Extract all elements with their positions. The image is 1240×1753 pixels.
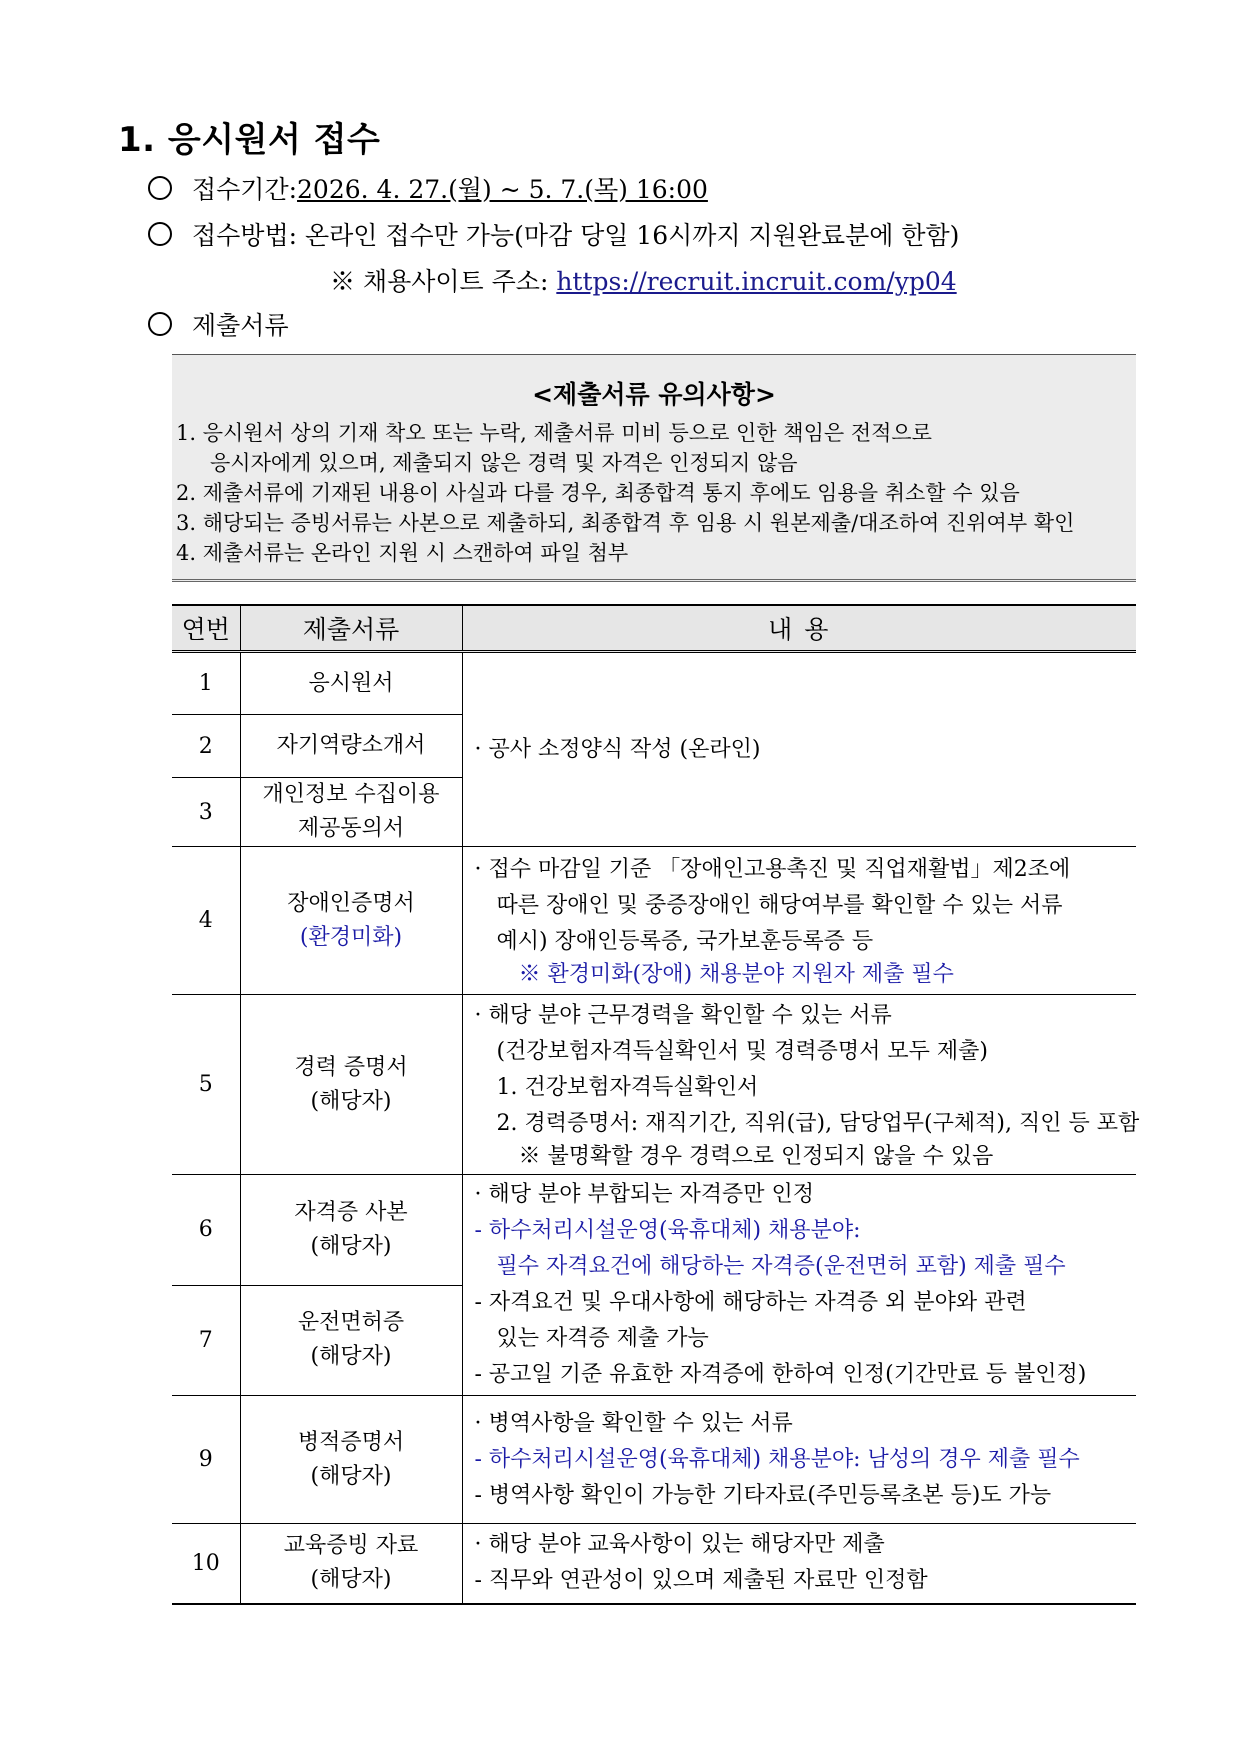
row-doc: [240, 1175, 462, 1286]
notice-item: 2. 제출서류에 기재된 내용이 사실과 다를 경우, 최종합격 통지 후에도 임용을 취소할 수 있음: [176, 481, 1020, 505]
recruit-site-link[interactable]: https://recruit.incruit.com/yp04: [556, 267, 957, 296]
content-line: · 병역사항을 확인할 수 있는 서류: [474, 1410, 793, 1436]
content-line: · 해당 분야 근무경력을 확인할 수 있는 서류: [474, 1002, 892, 1028]
doc-line: 개인정보 수집이용: [262, 782, 440, 807]
docs-title: 제출서류: [192, 311, 289, 340]
notice-box: [172, 354, 1136, 582]
doc-line: 장애인증명서: [287, 890, 415, 916]
content-line: 예시) 장애인등록증, 국가보훈등록증 등: [496, 928, 874, 954]
table-row: [172, 995, 1136, 1175]
content-line: - 병역사항 확인이 가능한 기타자료(주민등록초본 등)도 가능: [474, 1482, 1052, 1508]
doc-line: 제공동의서: [297, 816, 405, 841]
table-row: [172, 1524, 1136, 1604]
content-line: 2. 경력증명서: 재직기간, 직위(급), 담당업무(구체적), 직인 등 포함: [496, 1110, 1140, 1136]
row-doc: [240, 778, 462, 847]
row-no: 1: [172, 652, 240, 715]
doc-line: 자기역량소개서: [276, 733, 426, 758]
row-no: 9: [172, 1396, 240, 1524]
content-line: 따른 장애인 및 중증장애인 해당여부를 확인할 수 있는 서류: [496, 892, 1063, 918]
docs-line: [148, 306, 289, 342]
row-content: [462, 652, 1136, 847]
doc-line: 운전면허증: [297, 1310, 405, 1336]
circle-bullet-icon: [148, 176, 172, 200]
doc-line: 응시원서: [308, 670, 394, 696]
content-line: 있는 자격증 제출 가능: [496, 1326, 709, 1351]
row-no: 5: [172, 995, 240, 1175]
row-doc: [240, 1524, 462, 1604]
doc-line: 병적증명서: [297, 1429, 405, 1455]
row-doc: [240, 715, 462, 778]
row-doc: [240, 1285, 462, 1396]
period-value: 2026. 4. 27.(월) ~ 5. 7.(목) 16:00: [297, 175, 708, 204]
content-line: · 공사 소정양식 작성 (온라인): [474, 736, 761, 762]
method-text: 접수방법: 온라인 접수만 가능(마감 당일 16시까지 지원완료분에 한함): [192, 221, 960, 250]
row-no: 7: [172, 1285, 240, 1396]
table-row: [172, 652, 1136, 715]
doc-line: (해당자): [310, 1088, 392, 1114]
row-doc: [240, 995, 462, 1175]
content-line-blue: ※ 환경미화(장애) 채용분야 지원자 제출 필수: [518, 961, 954, 987]
site-line: [330, 262, 957, 298]
doc-line: (해당자): [310, 1233, 392, 1259]
notice-title: <제출서류 유의사항>: [532, 380, 776, 409]
table-row: [172, 1396, 1136, 1524]
content-line: 1. 건강보험자격득실확인서: [496, 1074, 759, 1100]
period-label: 접수기간:: [192, 175, 298, 204]
content-line: · 해당 분야 교육사항이 있는 해당자만 제출: [474, 1532, 885, 1558]
content-line: ※ 불명확할 경우 경력으로 인정되지 않을 수 있음: [518, 1143, 994, 1169]
header-content: 내 용: [462, 605, 1136, 652]
table-row: [172, 1175, 1136, 1286]
notice-item: 1. 응시원서 상의 기재 착오 또는 누락, 제출서류 미비 등으로 인한 책임은 전적으로: [176, 421, 932, 445]
site-label: ※ 채용사이트 주소:: [330, 267, 557, 296]
row-doc: [240, 847, 462, 995]
notice-item: 3. 해당되는 증빙서류는 사본으로 제출하되, 최종합격 후 임용 시 원본제출/대조하여 진위여부 확인: [176, 511, 1075, 535]
row-doc: [240, 652, 462, 715]
doc-line: (해당자): [310, 1567, 392, 1593]
row-no: 10: [172, 1524, 240, 1604]
row-no: 4: [172, 847, 240, 995]
row-no: 3: [172, 778, 240, 847]
doc-line: 경력 증명서: [294, 1054, 408, 1080]
content-line: · 해당 분야 부합되는 자격증만 인정: [474, 1182, 814, 1207]
doc-line-blue: (환경미화): [299, 924, 403, 950]
section-heading: 1. 응시원서 접수: [118, 120, 381, 160]
row-content: [462, 1396, 1136, 1524]
content-line-blue: - 하수처리시설운영(육휴대체) 채용분야:: [474, 1218, 861, 1243]
doc-line: 교육증빙 자료: [283, 1533, 419, 1559]
row-no: 6: [172, 1175, 240, 1286]
content-line-blue: 필수 자격요건에 해당하는 자격증(운전면허 포함) 제출 필수: [496, 1254, 1066, 1279]
content-line: - 직무와 연관성이 있으며 제출된 자료만 인정함: [474, 1568, 928, 1594]
doc-line: 자격증 사본: [294, 1199, 408, 1225]
content-line: · 접수 마감일 기준 「장애인고용촉진 및 직업재활법」제2조에: [474, 856, 1071, 882]
doc-line: (해당자): [310, 1463, 392, 1489]
table-row: [172, 847, 1136, 995]
row-content: [462, 1175, 1136, 1396]
content-line-blue: - 하수처리시설운영(육휴대체) 채용분야: 남성의 경우 제출 필수: [474, 1446, 1080, 1472]
documents-table: [172, 604, 1140, 1605]
row-content: [462, 847, 1136, 995]
period-line: [148, 170, 708, 206]
circle-bullet-icon: [148, 222, 172, 246]
row-doc: [240, 1396, 462, 1524]
content-line: - 공고일 기준 유효한 자격증에 한하여 인정(기간만료 등 불인정): [474, 1362, 1087, 1387]
content-line: (건강보험자격득실확인서 및 경력증명서 모두 제출): [496, 1038, 988, 1064]
notice-item: 4. 제출서류는 온라인 지원 시 스캔하여 파일 첨부: [176, 541, 629, 565]
table-header-row: [172, 605, 1136, 652]
circle-bullet-icon: [148, 312, 172, 336]
method-line: [148, 216, 959, 252]
row-no: 2: [172, 715, 240, 778]
header-document: 제출서류: [240, 605, 462, 652]
notice-item: 응시자에게 있으며, 제출되지 않은 경력 및 자격은 인정되지 않음: [210, 451, 798, 475]
doc-line: (해당자): [310, 1344, 392, 1370]
row-content: [462, 995, 1140, 1175]
content-line: - 자격요건 및 우대사항에 해당하는 자격증 외 분야와 관련: [474, 1290, 1027, 1315]
row-content: [462, 1524, 1136, 1604]
header-no: 연번: [172, 605, 240, 652]
